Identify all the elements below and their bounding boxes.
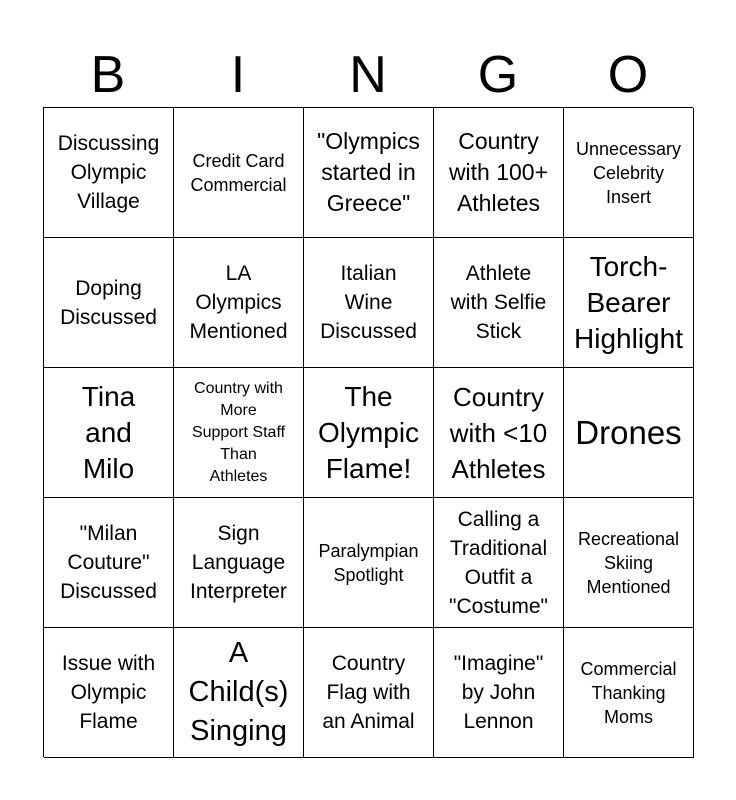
bingo-cell[interactable]: [434, 108, 564, 238]
bingo-header: [43, 44, 693, 106]
cell-text: Discussing Olympic Village: [57, 132, 160, 213]
bingo-cell[interactable]: [174, 498, 304, 628]
cell-text: "Milan Couture" Discussed: [60, 522, 157, 603]
bingo-cell[interactable]: [174, 108, 304, 238]
bingo-cell[interactable]: [564, 368, 694, 498]
header-letter-o: O: [607, 46, 649, 104]
bingo-cell[interactable]: [434, 368, 564, 498]
cell-text: Torch- Bearer Highlight: [574, 250, 683, 354]
cell-text: Commercial Thanking Moms: [580, 658, 677, 727]
bingo-cell[interactable]: [434, 628, 564, 758]
cell-text: Country with More Support Staff Than Athletes: [191, 379, 286, 485]
bingo-cell[interactable]: [44, 368, 174, 498]
cell-text: Drones: [575, 413, 682, 451]
bingo-cell[interactable]: [304, 108, 434, 238]
header-letter-g: G: [477, 46, 519, 104]
bingo-cell[interactable]: [564, 108, 694, 238]
bingo-cell[interactable]: [564, 628, 694, 758]
header-letter-i: I: [230, 46, 246, 104]
bingo-cell[interactable]: [174, 628, 304, 758]
bingo-cell[interactable]: [44, 628, 174, 758]
bingo-cell[interactable]: [174, 238, 304, 368]
cell-text: Athlete with Selfie Stick: [450, 262, 547, 343]
cell-text: Paralympian Spotlight: [318, 540, 419, 585]
cell-text: Issue with Olympic Flame: [61, 652, 156, 733]
cell-text: Country with <10 Athletes: [449, 381, 548, 484]
bingo-cell[interactable]: [304, 238, 434, 368]
cell-text: Recreational Skiing Mentioned: [577, 528, 680, 597]
cell-text: Unnecessary Celebrity Insert: [575, 138, 682, 207]
bingo-cell[interactable]: [304, 628, 434, 758]
cell-text: Italian Wine Discussed: [320, 262, 417, 343]
cell-text: LA Olympics Mentioned: [189, 262, 288, 343]
bingo-cell[interactable]: [564, 498, 694, 628]
bingo-cell[interactable]: [434, 238, 564, 368]
cell-text: "Olympics started in Greece": [317, 128, 420, 216]
header-letter-n: N: [349, 46, 387, 104]
bingo-cell[interactable]: [44, 498, 174, 628]
cell-text: Tina and Milo: [81, 380, 136, 484]
bingo-cell[interactable]: [564, 238, 694, 368]
cell-text: Doping Discussed: [60, 276, 157, 329]
bingo-cell[interactable]: [44, 238, 174, 368]
cell-text: Credit Card Commercial: [190, 150, 287, 195]
cell-text: Sign Language Interpreter: [190, 522, 287, 603]
bingo-cell[interactable]: [174, 368, 304, 498]
cell-text: Calling a Traditional Outfit a "Costume": [449, 507, 548, 618]
cell-text: Country Flag with an Animal: [322, 652, 415, 733]
bingo-cell[interactable]: [304, 368, 434, 498]
cell-text: The Olympic Flame!: [317, 380, 420, 484]
cell-text: Country with 100+ Athletes: [448, 128, 549, 216]
header-letter-b: B: [90, 46, 126, 104]
bingo-cell[interactable]: [44, 108, 174, 238]
cell-text: "Imagine" by John Lennon: [453, 652, 544, 733]
cell-text: A Child(s) Singing: [188, 637, 289, 747]
bingo-cell[interactable]: [434, 498, 564, 628]
bingo-grid: [43, 107, 693, 757]
bingo-cell[interactable]: [304, 498, 434, 628]
